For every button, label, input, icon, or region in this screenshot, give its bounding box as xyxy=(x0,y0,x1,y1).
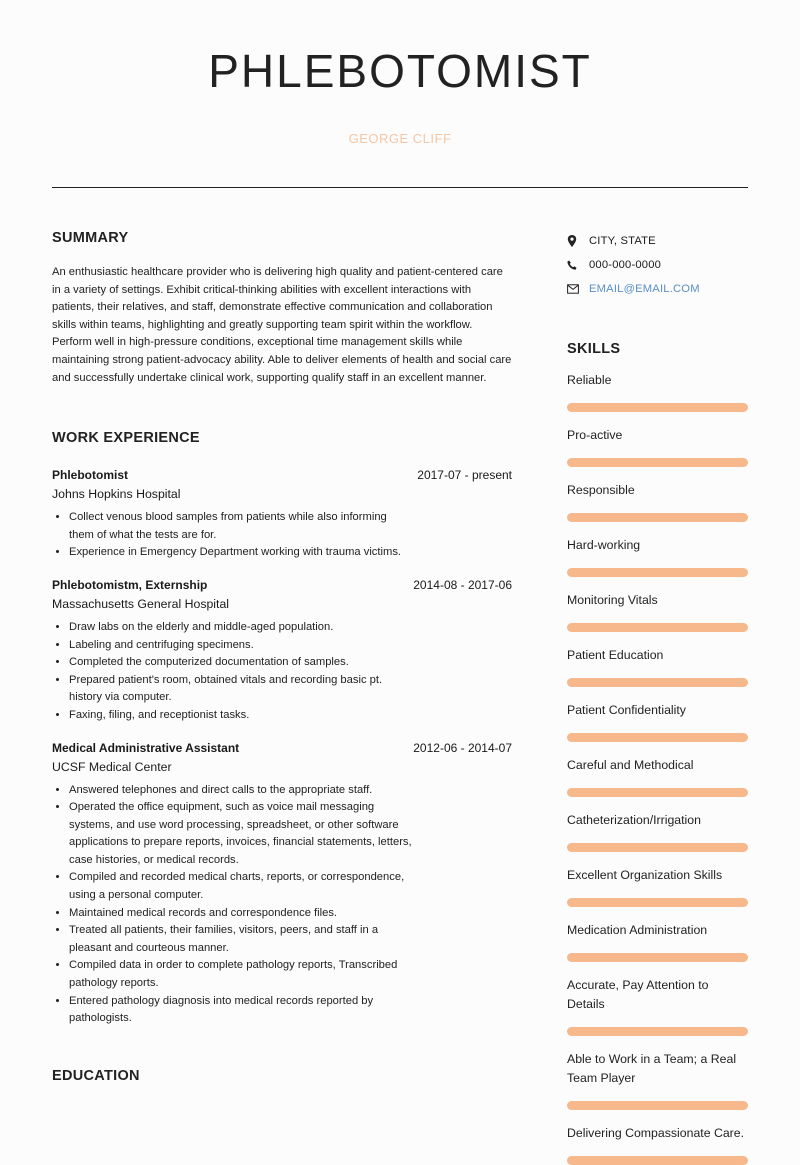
job-entry xyxy=(52,468,512,562)
skill-bar xyxy=(567,623,748,632)
skill-name: Able to Work in a Team; a Real Team Player xyxy=(567,1052,737,1085)
phone-text: 000-000-0000 xyxy=(589,259,662,271)
skill-bar xyxy=(567,898,748,907)
skill-name: Reliable xyxy=(567,373,612,387)
skill-item xyxy=(567,536,748,577)
duty-item: • Draw labs on the elderly and middle-aged population. xyxy=(69,619,414,637)
skill-item xyxy=(567,756,748,797)
skill-bar-fill xyxy=(567,678,748,687)
job-duties xyxy=(52,619,414,725)
skill-item xyxy=(567,646,748,687)
skill-bar xyxy=(567,733,748,742)
skill-name: Monitoring Vitals xyxy=(567,593,658,607)
skill-name: Patient Education xyxy=(567,648,664,662)
skill-bar xyxy=(567,1101,748,1110)
duty-item: • Compiled data in order to complete pathology reports, Transcribed pathology reports. xyxy=(69,957,414,992)
summary-section xyxy=(52,230,512,387)
job-entry xyxy=(52,578,512,725)
skill-bar xyxy=(567,953,748,962)
skill-bar-fill xyxy=(567,1027,748,1036)
job-duties xyxy=(52,509,414,562)
contact-email xyxy=(567,277,748,301)
duty-item: • Compiled and recorded medical charts, reports, or correspondence, using a personal computer. xyxy=(69,869,414,904)
skill-bar-fill xyxy=(567,1101,748,1110)
contact-phone xyxy=(567,253,748,277)
job-title: Phlebotomistm, Externship xyxy=(52,577,208,592)
location-pin-icon xyxy=(567,235,589,247)
skill-name: Accurate, Pay Attention to Details xyxy=(567,978,709,1011)
contact-block xyxy=(567,229,748,301)
duty-item: • Faxing, filing, and receptionist tasks. xyxy=(69,707,414,725)
duty-item: • Prepared patient's room, obtained vitals and recording basic pt. history via computer. xyxy=(69,672,414,707)
job-company: Johns Hopkins Hospital xyxy=(52,487,181,502)
duty-item: • Labeling and centrifuging specimens. xyxy=(69,637,414,655)
phone-icon xyxy=(567,260,589,271)
contact-location xyxy=(567,229,748,253)
skill-bar xyxy=(567,513,748,522)
duty-item: • Answered telephones and direct calls to the appropriate staff. xyxy=(69,782,414,800)
skill-item xyxy=(567,1050,748,1110)
duty-item: • Treated all patients, their families, visitors, peers, and staff in a pleasant and courteous manner. xyxy=(69,922,414,957)
duty-item: • Experience in Emergency Department working with trauma victims. xyxy=(69,544,414,562)
skill-bar-fill xyxy=(567,568,748,577)
skill-name: Patient Confidentiality xyxy=(567,703,686,717)
job-header xyxy=(52,741,512,755)
skill-bar xyxy=(567,1156,748,1165)
job-list xyxy=(52,468,512,1028)
skill-bar-fill xyxy=(567,403,748,412)
email-link[interactable]: EMAIL@EMAIL.COM xyxy=(589,283,700,295)
job-duties xyxy=(52,782,414,1028)
skills-heading: SKILLS xyxy=(567,341,621,357)
skill-bar-fill xyxy=(567,843,748,852)
job-dates: 2012-06 - 2014-07 xyxy=(413,740,512,755)
summary-text: An enthusiastic healthcare provider who is delivering high quality and patient-centered care in a variety of settings. Exhibit critical-thinking abilities with excellent interactions with patients, their relatives, and staff, demonstrate effective communication and collaboration skills within teams, highlighting and greatly supporting team spirit within the workflow. Perform well in high-pressure conditions, exceptional time management skills while maintaining strong patient-advocacy ability. Able to deliver elements of health and social care and successfully undertake clinical work, supporting qualify staff in an excellent manner. xyxy=(52,266,512,384)
skill-bar xyxy=(567,843,748,852)
skill-bar-fill xyxy=(567,898,748,907)
skill-name: Medication Administration xyxy=(567,923,708,937)
job-title: Phlebotomist xyxy=(52,468,129,483)
duty-item: • Maintained medical records and correspondence files. xyxy=(69,905,414,923)
job-company: UCSF Medical Center xyxy=(52,759,172,774)
location-text: CITY, STATE xyxy=(589,235,656,247)
skill-item xyxy=(567,371,748,412)
skill-item xyxy=(567,591,748,632)
duty-item: • Completed the computerized documentation of samples. xyxy=(69,654,414,672)
job-header xyxy=(52,468,512,482)
skill-name: Excellent Organization Skills xyxy=(567,868,723,882)
job-dates: 2014-08 - 2017-06 xyxy=(413,577,512,592)
skills-section xyxy=(567,341,748,1165)
skill-bar-fill xyxy=(567,733,748,742)
skill-bar-fill xyxy=(567,1156,748,1165)
skill-item xyxy=(567,481,748,522)
skill-item xyxy=(567,921,748,962)
skill-bar-fill xyxy=(567,788,748,797)
summary-heading: SUMMARY xyxy=(52,230,129,246)
duty-item: • Collect venous blood samples from patients while also informing them of what the tests are for. xyxy=(69,509,414,544)
envelope-icon xyxy=(567,284,589,294)
work-experience-heading: WORK EXPERIENCE xyxy=(52,430,200,447)
skill-name: Responsible xyxy=(567,483,635,497)
job-entry xyxy=(52,741,512,1028)
skill-item xyxy=(567,976,748,1036)
duty-item: • Operated the office equipment, such as voice mail messaging systems, and use word processing, spreadsheet, or other software applications to prepare reports, invoices, financial statements, letters, case histories, or medical records. xyxy=(69,799,414,869)
job-header xyxy=(52,578,512,592)
skill-name: Hard-working xyxy=(567,538,641,552)
skill-bar-fill xyxy=(567,953,748,962)
skill-bar xyxy=(567,788,748,797)
job-dates: 2017-07 - present xyxy=(417,468,512,483)
skill-list xyxy=(567,371,748,1165)
skill-item xyxy=(567,426,748,467)
skill-bar xyxy=(567,1027,748,1036)
education-heading: EDUCATION xyxy=(52,1067,140,1084)
skill-bar xyxy=(567,403,748,412)
page-title: PHLEBOTOMIST xyxy=(208,45,592,97)
job-title: Medical Administrative Assistant xyxy=(52,740,240,755)
skill-bar xyxy=(567,568,748,577)
duty-item: • Entered pathology diagnosis into medical records reported by pathologists. xyxy=(69,993,414,1028)
education-section xyxy=(52,1068,512,1084)
side-column xyxy=(567,229,748,1165)
skill-name: Pro-active xyxy=(567,428,623,442)
header-divider xyxy=(52,187,748,188)
skill-name: Delivering Compassionate Care. xyxy=(567,1126,745,1140)
skill-bar xyxy=(567,678,748,687)
skill-item xyxy=(567,811,748,852)
candidate-name: GEORGE CLIFF xyxy=(348,131,452,146)
main-column xyxy=(52,230,512,1084)
skill-item xyxy=(567,701,748,742)
skill-name: Catheterization/Irrigation xyxy=(567,813,701,827)
job-company: Massachusetts General Hospital xyxy=(52,596,230,611)
skill-bar xyxy=(567,458,748,467)
skill-name: Careful and Methodical xyxy=(567,758,694,772)
skill-bar-fill xyxy=(567,513,748,522)
work-experience-section xyxy=(52,430,512,1028)
skill-bar-fill xyxy=(567,458,748,467)
skill-item xyxy=(567,1124,748,1165)
skill-item xyxy=(567,866,748,907)
skill-bar-fill xyxy=(567,623,748,632)
